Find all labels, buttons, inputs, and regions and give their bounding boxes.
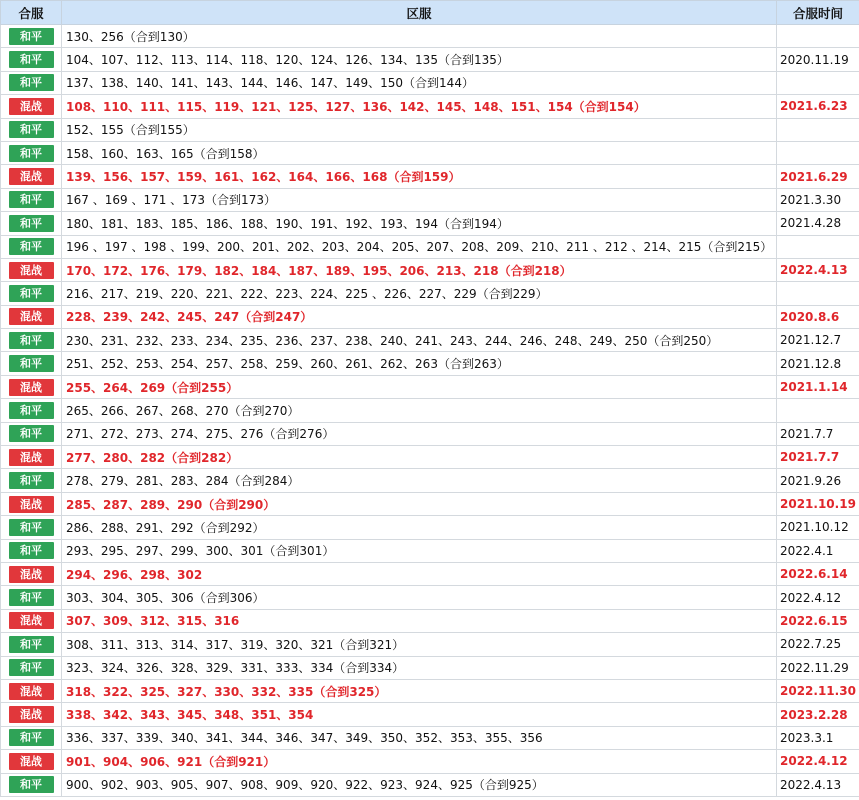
table-row <box>1 165 859 188</box>
table-row <box>1 141 859 164</box>
peace-tag: 和平 <box>9 636 54 653</box>
merge-type-cell <box>1 516 62 539</box>
peace-tag: 和平 <box>9 238 54 255</box>
servers-cell: 286、288、291、292（合到292） <box>62 516 777 539</box>
merge-date-cell: 2021.3.30 <box>777 188 859 211</box>
merge-type-cell <box>1 609 62 632</box>
peace-tag: 和平 <box>9 191 54 208</box>
merge-date-cell <box>777 282 859 305</box>
merge-type-cell <box>1 633 62 656</box>
merge-date-cell: 2022.6.14 <box>777 562 859 585</box>
peace-tag: 和平 <box>9 542 54 559</box>
merge-date-cell: 2022.4.13 <box>777 773 859 796</box>
merge-date-cell: 2021.6.29 <box>777 165 859 188</box>
merge-date-cell <box>777 399 859 422</box>
table-row <box>1 726 859 749</box>
table-row <box>1 305 859 328</box>
table-row <box>1 656 859 679</box>
servers-cell: 137、138、140、141、143、144、146、147、149、150（合到144） <box>62 71 777 94</box>
merge-date-cell: 2022.4.13 <box>777 258 859 281</box>
table-row <box>1 118 859 141</box>
merge-date-cell <box>777 71 859 94</box>
servers-cell: 228、239、242、245、247（合到247） <box>62 305 777 328</box>
table-row <box>1 492 859 515</box>
header-merge-date: 合服时间 <box>777 1 859 25</box>
chaos-tag: 混战 <box>9 496 54 513</box>
table-row <box>1 446 859 469</box>
peace-tag: 和平 <box>9 285 54 302</box>
chaos-tag: 混战 <box>9 683 54 700</box>
chaos-tag: 混战 <box>9 706 54 723</box>
servers-cell: 293、295、297、299、300、301（合到301） <box>62 539 777 562</box>
merge-date-cell: 2021.7.7 <box>777 422 859 445</box>
table-row <box>1 399 859 422</box>
merge-date-cell: 2021.4.28 <box>777 212 859 235</box>
peace-tag: 和平 <box>9 74 54 91</box>
servers-cell: 336、337、339、340、341、344、346、347、349、350、352、353、355、356 <box>62 726 777 749</box>
peace-tag: 和平 <box>9 425 54 442</box>
table-row <box>1 773 859 796</box>
servers-cell: 307、309、312、315、316 <box>62 609 777 632</box>
table-row <box>1 703 859 726</box>
merge-type-cell <box>1 469 62 492</box>
merge-date-cell: 2021.6.23 <box>777 95 859 118</box>
chaos-tag: 混战 <box>9 98 54 115</box>
chaos-tag: 混战 <box>9 753 54 770</box>
peace-tag: 和平 <box>9 776 54 793</box>
merge-date-cell: 2021.1.14 <box>777 375 859 398</box>
table-row <box>1 235 859 258</box>
peace-tag: 和平 <box>9 402 54 419</box>
peace-tag: 和平 <box>9 145 54 162</box>
servers-cell: 277、280、282（合到282） <box>62 446 777 469</box>
chaos-tag: 混战 <box>9 262 54 279</box>
merge-date-cell: 2020.8.6 <box>777 305 859 328</box>
merge-type-cell <box>1 750 62 773</box>
table-row <box>1 48 859 71</box>
servers-cell: 308、311、313、314、317、319、320、321（合到321） <box>62 633 777 656</box>
table-body <box>1 25 859 797</box>
merge-date-cell: 2021.10.19 <box>777 492 859 515</box>
merge-date-cell: 2022.11.30 <box>777 679 859 702</box>
peace-tag: 和平 <box>9 659 54 676</box>
merge-type-cell <box>1 586 62 609</box>
peace-tag: 和平 <box>9 215 54 232</box>
merge-type-cell <box>1 71 62 94</box>
chaos-tag: 混战 <box>9 379 54 396</box>
table-row <box>1 212 859 235</box>
merge-date-cell: 2022.4.12 <box>777 750 859 773</box>
chaos-tag: 混战 <box>9 168 54 185</box>
merge-type-cell <box>1 25 62 48</box>
merge-type-cell <box>1 258 62 281</box>
merge-type-cell <box>1 539 62 562</box>
peace-tag: 和平 <box>9 589 54 606</box>
header-row <box>1 1 859 25</box>
merge-date-cell: 2023.2.28 <box>777 703 859 726</box>
servers-cell: 130、256（合到130） <box>62 25 777 48</box>
peace-tag: 和平 <box>9 729 54 746</box>
header-servers: 区服 <box>62 1 777 25</box>
servers-cell: 196 、197 、198 、199、200、201、202、203、204、205、207、208、209、210、211 、212 、214、215（合到215） <box>62 235 777 258</box>
servers-cell: 152、155（合到155） <box>62 118 777 141</box>
table-row <box>1 188 859 211</box>
chaos-tag: 混战 <box>9 308 54 325</box>
merge-type-cell <box>1 399 62 422</box>
merge-type-cell <box>1 118 62 141</box>
header-merge-type: 合服 <box>1 1 62 25</box>
merge-date-cell: 2020.11.19 <box>777 48 859 71</box>
table-row <box>1 71 859 94</box>
servers-cell: 900、902、903、905、907、908、909、920、922、923、924、925（合到925） <box>62 773 777 796</box>
table-row <box>1 282 859 305</box>
merge-type-cell <box>1 95 62 118</box>
table-row <box>1 352 859 375</box>
peace-tag: 和平 <box>9 332 54 349</box>
table-row <box>1 609 859 632</box>
merge-date-cell: 2021.12.8 <box>777 352 859 375</box>
merge-type-cell <box>1 446 62 469</box>
merge-date-cell <box>777 141 859 164</box>
merge-type-cell <box>1 679 62 702</box>
merge-type-cell <box>1 282 62 305</box>
merge-type-cell <box>1 305 62 328</box>
servers-cell: 139、156、157、159、161、162、164、166、168（合到159） <box>62 165 777 188</box>
peace-tag: 和平 <box>9 51 54 68</box>
peace-tag: 和平 <box>9 472 54 489</box>
servers-cell: 180、181、183、185、186、188、190、191、192、193、194（合到194） <box>62 212 777 235</box>
servers-cell: 278、279、281、283、284（合到284） <box>62 469 777 492</box>
table-row <box>1 586 859 609</box>
table-header <box>1 1 859 25</box>
servers-cell: 303、304、305、306（合到306） <box>62 586 777 609</box>
merge-type-cell <box>1 562 62 585</box>
merge-type-cell <box>1 188 62 211</box>
table-row <box>1 679 859 702</box>
merge-type-cell <box>1 492 62 515</box>
servers-cell: 265、266、267、268、270（合到270） <box>62 399 777 422</box>
servers-cell: 294、296、298、302 <box>62 562 777 585</box>
table-row <box>1 329 859 352</box>
merge-type-cell <box>1 422 62 445</box>
merge-type-cell <box>1 352 62 375</box>
table-row <box>1 258 859 281</box>
servers-cell: 230、231、232、233、234、235、236、237、238、240、241、243、244、246、248、249、250（合到250） <box>62 329 777 352</box>
table-row <box>1 25 859 48</box>
chaos-tag: 混战 <box>9 612 54 629</box>
table-row <box>1 95 859 118</box>
servers-cell: 323、324、326、328、329、331、333、334（合到334） <box>62 656 777 679</box>
merge-type-cell <box>1 141 62 164</box>
merge-type-cell <box>1 656 62 679</box>
peace-tag: 和平 <box>9 28 54 45</box>
merge-date-cell: 2022.4.1 <box>777 539 859 562</box>
merge-date-cell: 2022.7.25 <box>777 633 859 656</box>
servers-cell: 271、272、273、274、275、276（合到276） <box>62 422 777 445</box>
servers-cell: 255、264、269（合到255） <box>62 375 777 398</box>
servers-cell: 318、322、325、327、330、332、335（合到325） <box>62 679 777 702</box>
merge-type-cell <box>1 235 62 258</box>
merge-date-cell <box>777 235 859 258</box>
table-row <box>1 469 859 492</box>
table-row <box>1 633 859 656</box>
merge-type-cell <box>1 48 62 71</box>
servers-cell: 901、904、906、921（合到921） <box>62 750 777 773</box>
merge-date-cell: 2022.4.12 <box>777 586 859 609</box>
table-row <box>1 750 859 773</box>
servers-cell: 216、217、219、220、221、222、223、224、225 、226、227、229（合到229） <box>62 282 777 305</box>
table-row <box>1 562 859 585</box>
table-row <box>1 375 859 398</box>
merge-type-cell <box>1 375 62 398</box>
merge-date-cell: 2021.9.26 <box>777 469 859 492</box>
servers-cell: 285、287、289、290（合到290） <box>62 492 777 515</box>
merge-type-cell <box>1 329 62 352</box>
merge-date-cell: 2022.6.15 <box>777 609 859 632</box>
merge-date-cell <box>777 118 859 141</box>
table-row <box>1 422 859 445</box>
table-row <box>1 516 859 539</box>
merge-date-cell: 2021.12.7 <box>777 329 859 352</box>
peace-tag: 和平 <box>9 121 54 138</box>
merge-type-cell <box>1 773 62 796</box>
servers-cell: 167 、169 、171 、173（合到173） <box>62 188 777 211</box>
merge-date-cell: 2021.10.12 <box>777 516 859 539</box>
merge-type-cell <box>1 165 62 188</box>
servers-cell: 251、252、253、254、257、258、259、260、261、262、263（合到263） <box>62 352 777 375</box>
servers-cell: 108、110、111、115、119、121、125、127、136、142、145、148、151、154（合到154） <box>62 95 777 118</box>
merge-type-cell <box>1 212 62 235</box>
merge-type-cell <box>1 703 62 726</box>
merge-date-cell: 2023.3.1 <box>777 726 859 749</box>
peace-tag: 和平 <box>9 355 54 372</box>
merge-date-cell <box>777 25 859 48</box>
merge-type-cell <box>1 726 62 749</box>
servers-cell: 338、342、343、345、348、351、354 <box>62 703 777 726</box>
servers-cell: 104、107、112、113、114、118、120、124、126、134、135（合到135） <box>62 48 777 71</box>
chaos-tag: 混战 <box>9 449 54 466</box>
servers-cell: 158、160、163、165（合到158） <box>62 141 777 164</box>
peace-tag: 和平 <box>9 519 54 536</box>
merge-date-cell: 2021.7.7 <box>777 446 859 469</box>
merge-date-cell: 2022.11.29 <box>777 656 859 679</box>
servers-cell: 170、172、176、179、182、184、187、189、195、206、213、218（合到218） <box>62 258 777 281</box>
table-row <box>1 539 859 562</box>
chaos-tag: 混战 <box>9 566 54 583</box>
